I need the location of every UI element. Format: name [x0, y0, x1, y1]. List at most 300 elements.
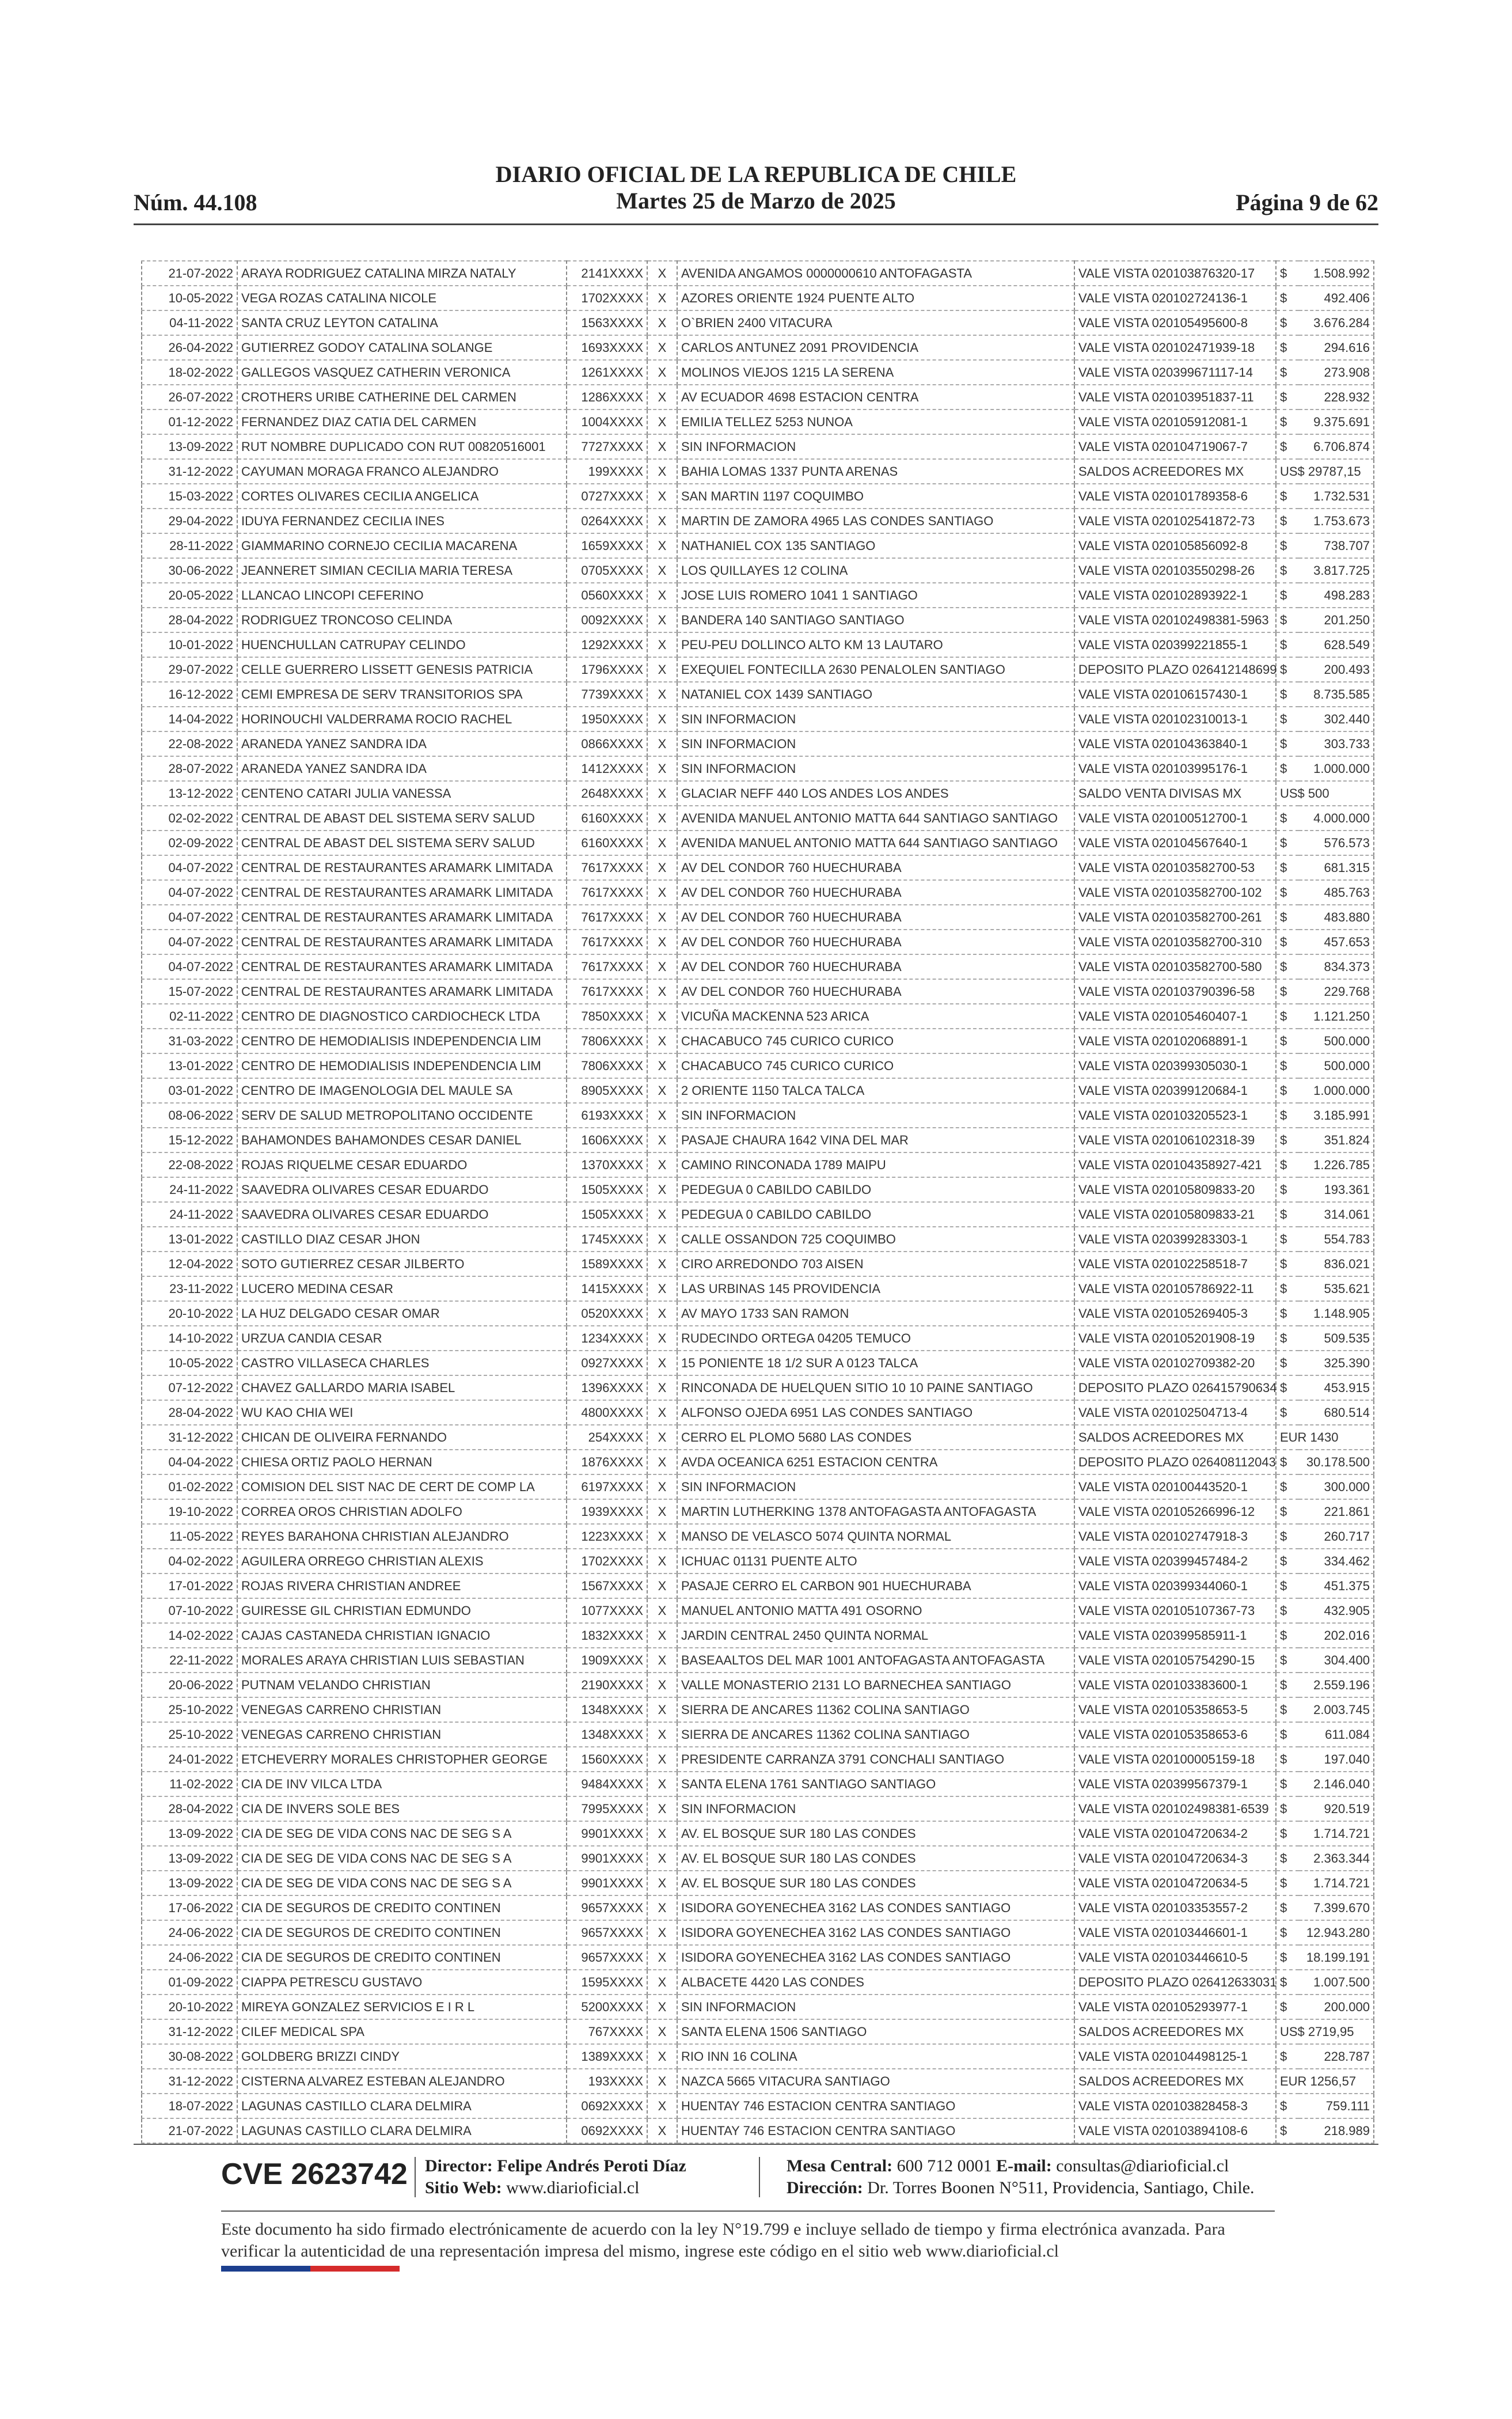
amount-cell: 4.000.000	[1299, 806, 1374, 831]
mark-cell: X	[647, 1549, 677, 1574]
address-cell: CALLE OSSANDON 725 COQUIMBO	[677, 1227, 1074, 1252]
id-cell: 1389XXXX	[567, 2044, 647, 2069]
mark-cell: X	[647, 1053, 677, 1078]
table-row	[142, 1722, 1374, 1747]
address-cell: HUENTAY 746 ESTACION CENTRA SANTIAGO	[677, 2118, 1074, 2143]
id-cell: 4800XXXX	[567, 1400, 647, 1425]
id-cell: 1348XXXX	[567, 1722, 647, 1747]
currency-cell: $	[1276, 1970, 1299, 1995]
address-cell: LAS URBINAS 145 PROVIDENCIA	[677, 1276, 1074, 1301]
instrument-cell: VALE VISTA 020399221855-1	[1074, 632, 1276, 657]
name-cell: CENTRAL DE RESTAURANTES ARAMARK LIMITADA	[237, 954, 567, 979]
name-cell: JEANNERET SIMIAN CECILIA MARIA TERESA	[237, 558, 567, 583]
instrument-cell: VALE VISTA 020102541872-73	[1074, 509, 1276, 533]
date-cell: 10-05-2022	[142, 286, 237, 310]
currency-cell: $	[1276, 1722, 1299, 1747]
date-cell: 13-09-2022	[142, 1871, 237, 1895]
name-cell: RUT NOMBRE DUPLICADO CON RUT 00820516001	[237, 434, 567, 459]
id-cell: 1560XXXX	[567, 1747, 647, 1772]
table-row	[142, 1821, 1374, 1846]
table-row	[142, 1177, 1374, 1202]
date-cell: 11-02-2022	[142, 1772, 237, 1796]
instrument-cell: VALE VISTA 020105754290-15	[1074, 1648, 1276, 1673]
currency-cell: $	[1276, 1673, 1299, 1697]
mark-cell: X	[647, 1202, 677, 1227]
amount-cell: 7.399.670	[1299, 1895, 1374, 1920]
instrument-cell: VALE VISTA 020103446610-5	[1074, 1945, 1276, 1970]
mark-cell: X	[647, 1995, 677, 2019]
instrument-cell: VALE VISTA 020102258518-7	[1074, 1252, 1276, 1276]
address-cell: NAZCA 5665 VITACURA SANTIAGO	[677, 2069, 1074, 2094]
date-cell: 18-02-2022	[142, 360, 237, 385]
table-row	[142, 310, 1374, 335]
table-row	[142, 484, 1374, 509]
id-cell: 2141XXXX	[567, 261, 647, 286]
name-cell: VENEGAS CARRENO CHRISTIAN	[237, 1722, 567, 1747]
id-cell: 9901XXXX	[567, 1871, 647, 1895]
address-value: Dr. Torres Boonen N°511, Providencia, Santiago, Chile.	[867, 2178, 1255, 2197]
id-cell: 0866XXXX	[567, 731, 647, 756]
table-row	[142, 1945, 1374, 1970]
instrument-cell: VALE VISTA 020106157430-1	[1074, 682, 1276, 707]
table-row	[142, 806, 1374, 831]
name-cell: HORINOUCHI VALDERRAMA ROCIO RACHEL	[237, 707, 567, 731]
name-cell: MIREYA GONZALEZ SERVICIOS E I R L	[237, 1995, 567, 2019]
amount-cell: 221.861	[1299, 1499, 1374, 1524]
address-cell: CHACABUCO 745 CURICO CURICO	[677, 1029, 1074, 1053]
name-cell: CIA DE SEGUROS DE CREDITO CONTINEN	[237, 1945, 567, 1970]
name-cell: CIA DE INVERS SOLE BES	[237, 1796, 567, 1821]
date-cell: 02-11-2022	[142, 1004, 237, 1029]
currency-cell: $	[1276, 1846, 1299, 1871]
instrument-cell: VALE VISTA 020105460407-1	[1074, 1004, 1276, 1029]
amount-cell: 628.549	[1299, 632, 1374, 657]
date-cell: 17-06-2022	[142, 1895, 237, 1920]
table-row	[142, 682, 1374, 707]
instrument-cell: VALE VISTA 020105495600-8	[1074, 310, 1276, 335]
page-indicator: Página 9 de 62	[1236, 189, 1378, 215]
currency-cell: EUR 1430	[1276, 1425, 1299, 1450]
currency-cell: $	[1276, 434, 1299, 459]
table-row	[142, 2069, 1374, 2094]
name-cell: SANTA CRUZ LEYTON CATALINA	[237, 310, 567, 335]
name-cell: GUTIERREZ GODOY CATALINA SOLANGE	[237, 335, 567, 360]
signature-notice: Este documento ha sido firmado electrónicamente de acuerdo con la ley N°19.799 e incluye sellado de tiempo y firma electrónica avanzada. Para verificar la autenticidad de una representación impresa del mismo, ingrese este código en el sitio web www.diarioficial.cl	[221, 2220, 1225, 2261]
currency-cell: $	[1276, 1474, 1299, 1499]
instrument-cell: VALE VISTA 020102498381-6539	[1074, 1796, 1276, 1821]
instrument-cell: VALE VISTA 020399283303-1	[1074, 1227, 1276, 1252]
amount-cell: 193.361	[1299, 1177, 1374, 1202]
currency-cell: $	[1276, 1450, 1299, 1474]
amount-cell: 200.000	[1299, 1995, 1374, 2019]
currency-cell: $	[1276, 979, 1299, 1004]
address-cell: PEDEGUA 0 CABILDO CABILDO	[677, 1177, 1074, 1202]
currency-cell: $	[1276, 855, 1299, 880]
id-cell: 2648XXXX	[567, 781, 647, 806]
mark-cell: X	[647, 434, 677, 459]
name-cell: BAHAMONDES BAHAMONDES CESAR DANIEL	[237, 1128, 567, 1152]
currency-cell: $	[1276, 484, 1299, 509]
id-cell: 1292XXXX	[567, 632, 647, 657]
table-row	[142, 979, 1374, 1004]
date-cell: 24-11-2022	[142, 1202, 237, 1227]
amount-cell: 229.768	[1299, 979, 1374, 1004]
instrument-cell: SALDOS ACREEDORES MX	[1074, 459, 1276, 484]
date-cell: 19-10-2022	[142, 1499, 237, 1524]
mark-cell: X	[647, 1078, 677, 1103]
instrument-cell: VALE VISTA 020102068891-1	[1074, 1029, 1276, 1053]
currency-cell: $	[1276, 1796, 1299, 1821]
instrument-cell: VALE VISTA 020102724136-1	[1074, 286, 1276, 310]
instrument-cell: VALE VISTA 020105358653-6	[1074, 1722, 1276, 1747]
name-cell: CIA DE INV VILCA LTDA	[237, 1772, 567, 1796]
date-cell: 14-04-2022	[142, 707, 237, 731]
mark-cell: X	[647, 1425, 677, 1450]
publication-title: DIARIO OFICIAL DE LA REPUBLICA DE CHILE	[495, 161, 1017, 187]
address-cell: SANTA ELENA 1506 SANTIAGO	[677, 2019, 1074, 2044]
id-cell: 7727XXXX	[567, 434, 647, 459]
amount-cell: 2.363.344	[1299, 1846, 1374, 1871]
table-row	[142, 1029, 1374, 1053]
date-cell: 29-04-2022	[142, 509, 237, 533]
currency-cell: $	[1276, 360, 1299, 385]
address-cell: SIN INFORMACION	[677, 1103, 1074, 1128]
id-cell: 1396XXXX	[567, 1375, 647, 1400]
mark-cell: X	[647, 1474, 677, 1499]
currency-cell: $	[1276, 1697, 1299, 1722]
address-cell: SIERRA DE ANCARES 11362 COLINA SANTIAGO	[677, 1722, 1074, 1747]
id-cell: 7617XXXX	[567, 930, 647, 954]
mark-cell: X	[647, 1747, 677, 1772]
table-row	[142, 1895, 1374, 1920]
instrument-cell: VALE VISTA 020399120684-1	[1074, 1078, 1276, 1103]
name-cell: ARANEDA YANEZ SANDRA IDA	[237, 756, 567, 781]
instrument-cell: VALE VISTA 020102504713-4	[1074, 1400, 1276, 1425]
table-row	[142, 335, 1374, 360]
address-cell: MANSO DE VELASCO 5074 QUINTA NORMAL	[677, 1524, 1074, 1549]
email-link[interactable]: consultas@diarioficial.cl	[1056, 2156, 1229, 2175]
date-cell: 04-07-2022	[142, 905, 237, 930]
instrument-cell: VALE VISTA 020105809833-20	[1074, 1177, 1276, 1202]
instrument-cell: VALE VISTA 020102310013-1	[1074, 707, 1276, 731]
mark-cell: X	[647, 261, 677, 286]
amount-cell: 30.178.500	[1299, 1450, 1374, 1474]
mesa-label: Mesa Central:	[787, 2156, 893, 2175]
instrument-cell: VALE VISTA 020103353557-2	[1074, 1895, 1276, 1920]
mark-cell: X	[647, 1326, 677, 1351]
date-cell: 25-10-2022	[142, 1697, 237, 1722]
amount-cell: 611.084	[1299, 1722, 1374, 1747]
issue-number: Núm. 44.108	[134, 189, 257, 215]
date-cell: 31-12-2022	[142, 2019, 237, 2044]
mark-cell: X	[647, 1128, 677, 1152]
currency-cell: $	[1276, 1598, 1299, 1623]
amount-cell: 3.185.991	[1299, 1103, 1374, 1128]
date-cell: 24-06-2022	[142, 1920, 237, 1945]
instrument-cell: VALE VISTA 020105358653-5	[1074, 1697, 1276, 1722]
mark-cell: X	[647, 1375, 677, 1400]
amount-cell: 304.400	[1299, 1648, 1374, 1673]
name-cell: CIA DE SEGUROS DE CREDITO CONTINEN	[237, 1920, 567, 1945]
date-cell: 28-04-2022	[142, 608, 237, 632]
address-cell: AV ECUADOR 4698 ESTACION CENTRA	[677, 385, 1074, 410]
id-cell: 9657XXXX	[567, 1895, 647, 1920]
flag-blue-segment	[221, 2266, 310, 2272]
id-cell: 6160XXXX	[567, 806, 647, 831]
id-cell: 1261XXXX	[567, 360, 647, 385]
date-cell: 04-07-2022	[142, 930, 237, 954]
address-cell: CIRO ARREDONDO 703 AISEN	[677, 1252, 1074, 1276]
id-cell: 1412XXXX	[567, 756, 647, 781]
date-cell: 13-09-2022	[142, 434, 237, 459]
amount-cell: 509.535	[1299, 1326, 1374, 1351]
date-cell: 30-06-2022	[142, 558, 237, 583]
records-table	[141, 260, 1374, 2144]
date-cell: 21-07-2022	[142, 261, 237, 286]
mark-cell: X	[647, 410, 677, 434]
mark-cell: X	[647, 1499, 677, 1524]
instrument-cell: VALE VISTA 020399567379-1	[1074, 1772, 1276, 1796]
address-cell: AVENIDA MANUEL ANTONIO MATTA 644 SANTIAGO SANTIAGO	[677, 806, 1074, 831]
address-cell: SIN INFORMACION	[677, 434, 1074, 459]
web-label: Sitio Web:	[425, 2178, 502, 2197]
address-cell: AV MAYO 1733 SAN RAMON	[677, 1301, 1074, 1326]
table-row	[142, 583, 1374, 608]
address-cell: VALLE MONASTERIO 2131 LO BARNECHEA SANTIAGO	[677, 1673, 1074, 1697]
mark-cell: X	[647, 756, 677, 781]
id-cell: 1415XXXX	[567, 1276, 647, 1301]
address-cell: MANUEL ANTONIO MATTA 491 OSORNO	[677, 1598, 1074, 1623]
date-cell: 20-05-2022	[142, 583, 237, 608]
currency-cell: $	[1276, 1053, 1299, 1078]
address-cell: MOLINOS VIEJOS 1215 LA SERENA	[677, 360, 1074, 385]
mark-cell: X	[647, 583, 677, 608]
id-cell: 1004XXXX	[567, 410, 647, 434]
address-cell: ALFONSO OJEDA 6951 LAS CONDES SANTIAGO	[677, 1400, 1074, 1425]
amount-cell: 3.676.284	[1299, 310, 1374, 335]
mark-cell: X	[647, 385, 677, 410]
name-cell: REYES BARAHONA CHRISTIAN ALEJANDRO	[237, 1524, 567, 1549]
currency-cell: US$ 500	[1276, 781, 1299, 806]
amount-cell: 201.250	[1299, 608, 1374, 632]
id-cell: 1589XXXX	[567, 1252, 647, 1276]
amount-cell: 485.763	[1299, 880, 1374, 905]
amount-cell: 453.915	[1299, 1375, 1374, 1400]
address-cell: AV DEL CONDOR 760 HUECHURABA	[677, 880, 1074, 905]
id-cell: 7617XXXX	[567, 954, 647, 979]
currency-cell: $	[1276, 632, 1299, 657]
date-cell: 04-04-2022	[142, 1450, 237, 1474]
address-cell: BASEAALTOS DEL MAR 1001 ANTOFAGASTA ANTOFAGASTA	[677, 1648, 1074, 1673]
address-cell: CAMINO RINCONADA 1789 MAIPU	[677, 1152, 1074, 1177]
id-cell: 1796XXXX	[567, 657, 647, 682]
table-row	[142, 1995, 1374, 2019]
name-cell: CASTRO VILLASECA CHARLES	[237, 1351, 567, 1375]
mark-cell: X	[647, 1252, 677, 1276]
amount-cell: 260.717	[1299, 1524, 1374, 1549]
amount-cell: 228.932	[1299, 385, 1374, 410]
email-label: E-mail:	[996, 2156, 1052, 2175]
instrument-cell: VALE VISTA 020103205523-1	[1074, 1103, 1276, 1128]
amount-cell: 218.989	[1299, 2118, 1374, 2143]
address-cell: AV DEL CONDOR 760 HUECHURABA	[677, 855, 1074, 880]
id-cell: 0692XXXX	[567, 2118, 647, 2143]
currency-cell: $	[1276, 1152, 1299, 1177]
id-cell: 0520XXXX	[567, 1301, 647, 1326]
name-cell: ARAYA RODRIGUEZ CATALINA MIRZA NATALY	[237, 261, 567, 286]
date-cell: 24-01-2022	[142, 1747, 237, 1772]
name-cell: CIA DE SEG DE VIDA CONS NAC DE SEG S A	[237, 1846, 567, 1871]
instrument-cell: VALE VISTA 020106102318-39	[1074, 1128, 1276, 1152]
currency-cell: $	[1276, 286, 1299, 310]
address-cell: AV. EL BOSQUE SUR 180 LAS CONDES	[677, 1821, 1074, 1846]
date-cell: 26-07-2022	[142, 385, 237, 410]
address-cell: RUDECINDO ORTEGA 04205 TEMUCO	[677, 1326, 1074, 1351]
amount-cell: 1.714.721	[1299, 1871, 1374, 1895]
amount-cell: 483.880	[1299, 905, 1374, 930]
amount-cell: 12.943.280	[1299, 1920, 1374, 1945]
address-cell: PASAJE CERRO EL CARBON 901 HUECHURABA	[677, 1574, 1074, 1598]
table-row	[142, 1326, 1374, 1351]
instrument-cell: VALE VISTA 020399305030-1	[1074, 1053, 1276, 1078]
name-cell: CELLE GUERRERO LISSETT GENESIS PATRICIA	[237, 657, 567, 682]
instrument-cell: SALDOS ACREEDORES MX	[1074, 2069, 1276, 2094]
instrument-cell: VALE VISTA 020399671117-14	[1074, 360, 1276, 385]
table-row	[142, 533, 1374, 558]
date-cell: 25-10-2022	[142, 1722, 237, 1747]
currency-cell: $	[1276, 756, 1299, 781]
amount-cell: 2.559.196	[1299, 1673, 1374, 1697]
date-cell: 04-07-2022	[142, 855, 237, 880]
amount-cell: 1.121.250	[1299, 1004, 1374, 1029]
currency-cell: $	[1276, 1524, 1299, 1549]
instrument-cell: VALE VISTA 020102893922-1	[1074, 583, 1276, 608]
id-cell: 0560XXXX	[567, 583, 647, 608]
name-cell: CENTRO DE HEMODIALISIS INDEPENDENCIA LIM	[237, 1029, 567, 1053]
notice-divider	[221, 2211, 1275, 2212]
date-cell: 24-06-2022	[142, 1945, 237, 1970]
amount-cell: 554.783	[1299, 1227, 1374, 1252]
address-cell: NATHANIEL COX 135 SANTIAGO	[677, 533, 1074, 558]
date-cell: 04-07-2022	[142, 954, 237, 979]
address-cell: PEDEGUA 0 CABILDO CABILDO	[677, 1202, 1074, 1227]
name-cell: CORTES OLIVARES CECILIA ANGELICA	[237, 484, 567, 509]
name-cell: CENTRAL DE RESTAURANTES ARAMARK LIMITADA	[237, 979, 567, 1004]
name-cell: CISTERNA ALVAREZ ESTEBAN ALEJANDRO	[237, 2069, 567, 2094]
mark-cell: X	[647, 806, 677, 831]
amount-cell: 1.148.905	[1299, 1301, 1374, 1326]
currency-cell: $	[1276, 1029, 1299, 1053]
address-cell: SIERRA DE ANCARES 11362 COLINA SANTIAGO	[677, 1697, 1074, 1722]
address-cell: PEU-PEU DOLLINCO ALTO KM 13 LAUTARO	[677, 632, 1074, 657]
name-cell: COMISION DEL SIST NAC DE CERT DE COMP LA	[237, 1474, 567, 1499]
mark-cell: X	[647, 1227, 677, 1252]
currency-cell: EUR 1256,57	[1276, 2069, 1299, 2094]
mark-cell: X	[647, 2069, 677, 2094]
mark-cell: X	[647, 1722, 677, 1747]
table-row	[142, 608, 1374, 632]
name-cell: CORREA OROS CHRISTIAN ADOLFO	[237, 1499, 567, 1524]
date-cell: 03-01-2022	[142, 1078, 237, 1103]
footer-divider	[134, 2144, 1378, 2145]
name-cell: SERV DE SALUD METROPOLITANO OCCIDENTE	[237, 1103, 567, 1128]
id-cell: 7617XXXX	[567, 880, 647, 905]
mark-cell: X	[647, 1970, 677, 1995]
amount-cell: 294.616	[1299, 335, 1374, 360]
name-cell: VEGA ROZAS CATALINA NICOLE	[237, 286, 567, 310]
currency-cell: $	[1276, 608, 1299, 632]
mark-cell: X	[647, 608, 677, 632]
amount-cell: 498.283	[1299, 583, 1374, 608]
id-cell: 0927XXXX	[567, 1351, 647, 1375]
id-cell: 7617XXXX	[567, 855, 647, 880]
mesa-phone: 600 712 0001	[896, 2156, 992, 2175]
name-cell: GOLDBERG BRIZZI CINDY	[237, 2044, 567, 2069]
currency-cell: $	[1276, 261, 1299, 286]
id-cell: 7617XXXX	[567, 905, 647, 930]
table-row	[142, 1450, 1374, 1474]
address-cell: O`BRIEN 2400 VITACURA	[677, 310, 1074, 335]
name-cell: MORALES ARAYA CHRISTIAN LUIS SEBASTIAN	[237, 1648, 567, 1673]
header-divider	[134, 223, 1378, 225]
instrument-cell: VALE VISTA 020399585911-1	[1074, 1623, 1276, 1648]
mark-cell: X	[647, 880, 677, 905]
date-cell: 29-07-2022	[142, 657, 237, 682]
instrument-cell: VALE VISTA 020104720634-5	[1074, 1871, 1276, 1895]
currency-cell: $	[1276, 1351, 1299, 1375]
currency-cell: $	[1276, 1821, 1299, 1846]
address-cell: EXEQUIEL FONTECILLA 2630 PENALOLEN SANTIAGO	[677, 657, 1074, 682]
date-cell: 02-02-2022	[142, 806, 237, 831]
instrument-cell: VALE VISTA 020103582700-580	[1074, 954, 1276, 979]
mark-cell: X	[647, 1821, 677, 1846]
mark-cell: X	[647, 731, 677, 756]
mark-cell: X	[647, 632, 677, 657]
table-row	[142, 1673, 1374, 1697]
instrument-cell: VALE VISTA 020102471939-18	[1074, 335, 1276, 360]
amount-cell: 1.753.673	[1299, 509, 1374, 533]
name-cell: PUTNAM VELANDO CHRISTIAN	[237, 1673, 567, 1697]
id-cell: 1348XXXX	[567, 1697, 647, 1722]
publication-date: Martes 25 de Marzo de 2025	[616, 188, 896, 214]
amount-cell: 920.519	[1299, 1796, 1374, 1821]
date-cell: 04-02-2022	[142, 1549, 237, 1574]
web-link[interactable]: www.diarioficial.cl	[506, 2178, 640, 2197]
address-cell: CHACABUCO 745 CURICO CURICO	[677, 1053, 1074, 1078]
instrument-cell: VALE VISTA 020103951837-11	[1074, 385, 1276, 410]
table-row	[142, 1549, 1374, 1574]
table-row	[142, 509, 1374, 533]
mark-cell: X	[647, 1772, 677, 1796]
currency-cell: $	[1276, 533, 1299, 558]
date-cell: 31-12-2022	[142, 2069, 237, 2094]
mark-cell: X	[647, 657, 677, 682]
address-cell: EMILIA TELLEZ 5253 NUNOA	[677, 410, 1074, 434]
mark-cell: X	[647, 1623, 677, 1648]
table-row	[142, 1103, 1374, 1128]
name-cell: ROJAS RIVERA CHRISTIAN ANDREE	[237, 1574, 567, 1598]
id-cell: 7806XXXX	[567, 1053, 647, 1078]
instrument-cell: VALE VISTA 020104567640-1	[1074, 831, 1276, 855]
currency-cell: $	[1276, 1920, 1299, 1945]
table-row	[142, 1252, 1374, 1276]
name-cell: CENTRAL DE RESTAURANTES ARAMARK LIMITADA	[237, 855, 567, 880]
currency-cell: $	[1276, 1004, 1299, 1029]
name-cell: LLANCAO LINCOPI CEFERINO	[237, 583, 567, 608]
table-row	[142, 410, 1374, 434]
mark-cell: X	[647, 558, 677, 583]
instrument-cell: VALE VISTA 020105856092-8	[1074, 533, 1276, 558]
